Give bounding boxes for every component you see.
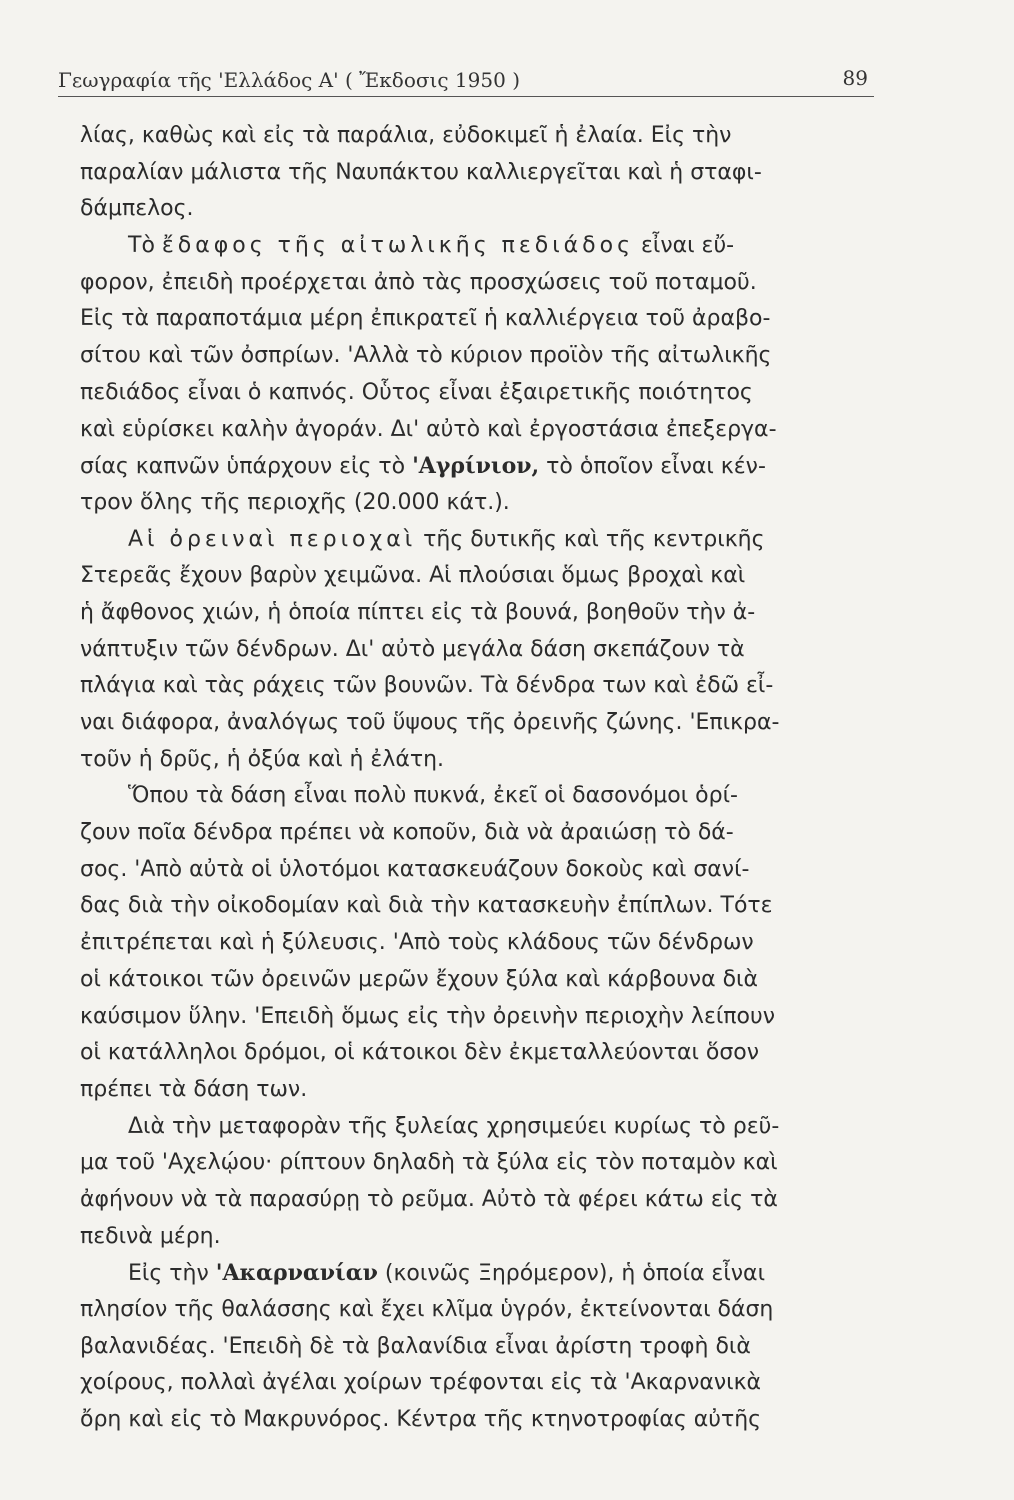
bold-term: 'Αγρίνιον, (412, 453, 540, 480)
text-line: δάμπελος. (80, 196, 194, 222)
text-line: Στερεᾶς ἔχουν βαρὺν χειμῶνα. Αἱ πλούσιαι ὅμως βροχαὶ καὶ (80, 563, 746, 589)
text-line: ἀφήνουν νὰ τὰ παρασύρῃ τὸ ρεῦμα. Αὐτὸ τὰ φέρει κάτω εἰς τὰ (80, 1186, 778, 1212)
text-line: τρον ὅλης τῆς περιοχῆς (20.000 κάτ.). (80, 489, 510, 515)
text-line: σίας καπνῶν ὑπάρχουν εἰς τὸ 'Αγρίνιον, τὸ ὁποῖον εἶναι κέν- (80, 453, 766, 480)
text-line: οἱ κατάλληλοι δρόμοι, οἱ κάτοικοι δὲν ἐκμεταλλεύονται ὅσον (80, 1040, 760, 1066)
text-line: Εἰς τὴν 'Ακαρνανίαν (κοινῶς Ξηρόμερον), ἡ ὁποία εἶναι (128, 1260, 766, 1287)
text-line: Ὅπου τὰ δάση εἶναι πολὺ πυκνά, ἐκεῖ οἱ δασονόμοι ὁρί- (128, 783, 738, 809)
text-line: καὶ εὑρίσκει καλὴν ἀγοράν. Δι' αὐτὸ καὶ ἐργοστάσια ἐπεξεργα- (80, 416, 777, 442)
text-line: πλάγια καὶ τὰς ράχεις τῶν βουνῶν. Τὰ δένδρα των καὶ ἐδῶ εἶ- (80, 673, 774, 699)
text-line: πλησίον τῆς θαλάσσης καὶ ἔχει κλῖμα ὑγρόν, ἐκτείνονται δάση (80, 1297, 774, 1322)
text-line: χοίρους, πολλαὶ ἀγέλαι χοίρων τρέφονται εἰς τὰ 'Ακαρνανικὰ (80, 1370, 762, 1396)
running-header (58, 62, 874, 97)
text-line: βαλανιδέας. 'Επειδὴ δὲ τὰ βαλανίδια εἶναι ἀρίστη τροφὴ διὰ (80, 1333, 751, 1359)
header-title: Γεωγραφία τῆς 'Ελλάδος Α' ( Ἔκδοσις 1950 ) (58, 68, 520, 92)
text-line: παραλίαν μάλιστα τῆς Ναυπάκτου καλλιεργεῖται καὶ ἡ σταφι- (80, 159, 762, 185)
text-line: μα τοῦ 'Αχελῴου· ρίπτουν δηλαδὴ τὰ ξύλα εἰς τὸν ποταμὸν καὶ (80, 1150, 778, 1176)
text-line: ναι διάφορα, ἀναλόγως τοῦ ὕψους τῆς ὀρεινῆς ζώνης. 'Επικρα- (80, 710, 780, 735)
spaced-emphasis: ἔδαφος τῆς αἰτωλικῆς πεδιάδος (161, 233, 634, 259)
text-line: σίτου καὶ τῶν ὀσπρίων. 'Αλλὰ τὸ κύριον προϊὸν τῆς αἰτωλικῆς (80, 343, 772, 369)
text-line: οἱ κάτοικοι τῶν ὀρεινῶν μερῶν ἔχουν ξύλα καὶ κάρβουνα διὰ (80, 966, 758, 992)
text-line: ὄρη καὶ εἰς τὸ Μακρυνόρος. Κέντρα τῆς κτηνοτροφίας αὐτῆς (80, 1407, 762, 1433)
text-line: ἐπιτρέπεται καὶ ἡ ξύλευσις. 'Απὸ τοὺς κλάδους τῶν δένδρων (80, 930, 754, 956)
text-line: Τὸ ἔδαφος τῆς αἰτωλικῆς πεδιάδος εἶναι εὔ- (128, 233, 735, 259)
body-text (80, 118, 900, 1439)
text-line: ἡ ἄφθονος χιών, ἡ ὁποία πίπτει εἰς τὰ βουνά, βοηθοῦν τὴν ἀ- (80, 599, 756, 625)
bold-term: 'Ακαρνανίαν (215, 1260, 378, 1287)
text-line: νάπτυξιν τῶν δένδρων. Δι' αὐτὸ μεγάλα δάση σκεπάζουν τὰ (80, 636, 745, 662)
page-number: 89 (842, 66, 868, 90)
text-line: Αἱ ὀρειναὶ περιοχαὶ τῆς δυτικῆς καὶ τῆς κεντρικῆς (128, 526, 765, 552)
text-line: πρέπει τὰ δάση των. (80, 1076, 308, 1102)
text-line: δας διὰ τὴν οἰκοδομίαν καὶ διὰ τὴν κατασκευὴν ἐπίπλων. Τότε (80, 893, 773, 919)
text-line: τοῦν ἡ δρῦς, ἡ ὀξύα καὶ ἡ ἐλάτη. (80, 746, 445, 772)
text-line: πεδινὰ μέρη. (80, 1223, 221, 1249)
text-line: ζουν ποῖα δένδρα πρέπει νὰ κοποῦν, διὰ νὰ ἀραιώσῃ τὸ δά- (80, 820, 734, 846)
text-line: σος. 'Απὸ αὐτὰ οἱ ὑλοτόμοι κατασκευάζουν δοκοὺς καὶ σανί- (80, 856, 750, 882)
text-line: Εἰς τὰ παραποτάμια μέρη ἐπικρατεῖ ἡ καλλιέργεια τοῦ ἀραβο- (80, 306, 771, 332)
text-line: φορον, ἐπειδὴ προέρχεται ἀπὸ τὰς προσχώσεις τοῦ ποταμοῦ. (80, 269, 757, 295)
text-line: πεδιάδος εἶναι ὁ καπνός. Οὗτος εἶναι ἐξαιρετικῆς ποιότητος (80, 379, 753, 405)
text-line: Διὰ τὴν μεταφορὰν τῆς ξυλείας χρησιμεύει κυρίως τὸ ρεῦ- (128, 1113, 780, 1139)
text-line: λίας, καθὼς καὶ εἰς τὰ παράλια, εὐδοκιμεῖ ἡ ἐλαία. Εἰς τὴν (80, 123, 732, 148)
spaced-emphasis: Αἱ ὀρειναὶ περιοχαὶ (128, 526, 417, 552)
text-line: καύσιμον ὕλην. 'Επειδὴ ὅμως εἰς τὴν ὀρεινὴν περιοχὴν λείπουν (80, 1003, 776, 1029)
